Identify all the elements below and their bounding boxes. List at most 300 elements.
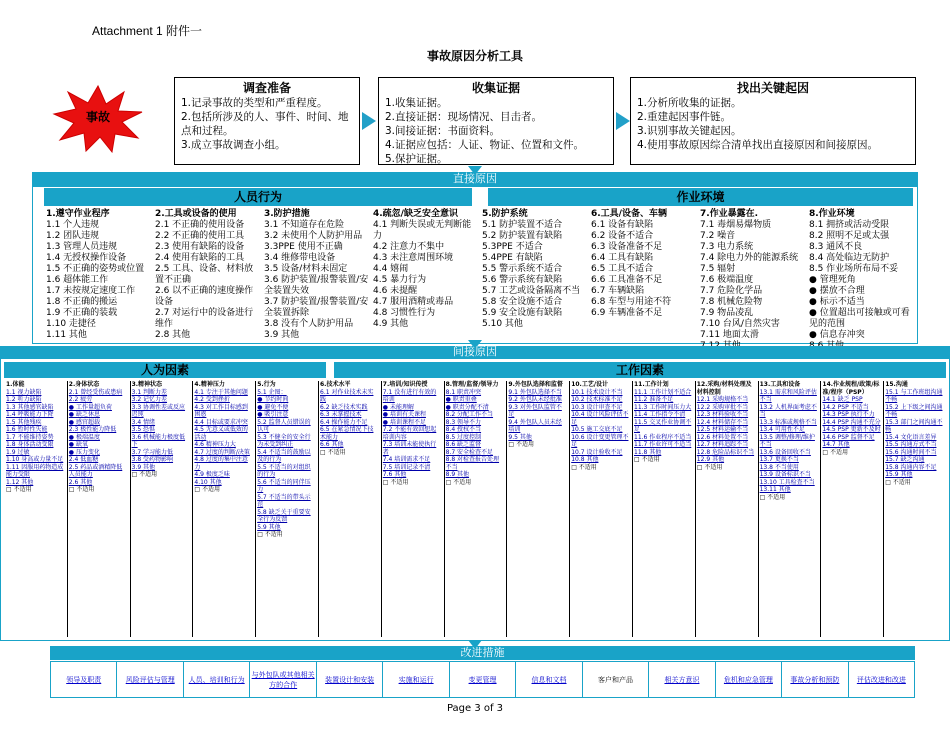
cause-item[interactable]: 5.8 缺乏关于重要安全行为反馈	[257, 508, 311, 523]
cause-item[interactable]: 2.6 其他	[68, 478, 93, 486]
cause-item: 1.1 个人违规	[46, 220, 100, 230]
cause-item[interactable]: 12.9 其他	[696, 456, 725, 463]
cause-item[interactable]: 11.3 工作时间压力大	[634, 403, 692, 411]
cause-column-header: 6.工具/设备、车辆	[591, 209, 667, 219]
cause-item: 4.6 未提醒	[373, 286, 418, 296]
cause-item[interactable]: 1.9 过敏	[6, 448, 30, 456]
step-line: 4.证据应包括：人证、物证、位置和文件。	[385, 139, 585, 151]
improvement-action[interactable]: 变更管理	[450, 662, 516, 697]
cause-item: 6.7 车辆缺陷	[591, 286, 645, 296]
cause-item[interactable]: 13.2 人机界面考虑不当	[759, 403, 817, 418]
cause-item[interactable]: 1.5 其他残疾	[6, 418, 42, 426]
cause-item[interactable]: □ 不适用	[320, 448, 346, 456]
cause-item[interactable]: 10.1 技术设计不当	[571, 388, 623, 396]
cause-item[interactable]: □ 不适用	[445, 478, 472, 486]
cause-item: 5.8 安全设施不适合	[482, 297, 563, 307]
cause-column	[373, 209, 478, 341]
cause-item[interactable]: 11.7 作业许可不适当	[634, 441, 692, 448]
cause-item[interactable]: 15.6 沟通时间不当	[885, 448, 937, 456]
cause-item[interactable]: 5.1 企图：	[257, 388, 287, 396]
cause-item: 1.4 无授权操作设备	[46, 253, 127, 263]
cause-column	[700, 209, 805, 341]
cause-column	[482, 209, 587, 341]
cause-item[interactable]: □ 不适用	[759, 493, 786, 501]
cause-item[interactable]: 12.2 采购审批不当	[696, 403, 749, 411]
cause-column-header: 7.培训/知识传授	[382, 381, 428, 388]
cause-item[interactable]: 14.7 其他	[822, 441, 850, 448]
cause-item[interactable]: 4.5 无意义或低效的活动	[194, 426, 248, 441]
step-line: 1.记录事故的类型和严重程度。	[181, 97, 328, 109]
cause-item[interactable]: □ 不适用	[68, 486, 95, 493]
cause-item[interactable]: ● 感官超载	[68, 418, 100, 426]
cause-item[interactable]: 6.1 对作业技术未实践	[320, 388, 374, 403]
cause-item[interactable]: ● 培训课程不足	[382, 418, 426, 426]
cause-item: 5.7 工艺或设备隔离不当	[482, 286, 581, 296]
cause-item[interactable]: □ 不适用	[885, 478, 911, 486]
cause-item[interactable]: 11.1 工作计划不适合	[634, 388, 692, 396]
cause-column	[257, 381, 316, 637]
cause-item[interactable]: □ 不适用	[131, 471, 158, 478]
cause-item[interactable]: 12.4 材料储存不当	[696, 418, 749, 426]
improvement-action[interactable]: 领导及职责	[51, 662, 117, 697]
cause-item[interactable]: 8.9 其他	[445, 471, 470, 478]
cause-column	[46, 209, 151, 341]
step-line: 3.间接证据：书面资料。	[385, 125, 501, 137]
cause-column-header: 13.工具和设备	[759, 381, 801, 388]
cause-item: 5.3PPE 不适合	[482, 242, 543, 252]
cause-item: 4.5 暴力行为	[373, 275, 427, 285]
improvement-action[interactable]: 事故分析和预防	[782, 662, 848, 697]
cause-item[interactable]: 9.5 其他	[508, 433, 532, 441]
cause-item: 8.5 作业场所布局不妥	[809, 264, 899, 274]
improvement-action[interactable]: 评估改进和改进	[856, 675, 906, 684]
cause-item[interactable]: 8.5 过度控制	[445, 433, 482, 441]
cause-item[interactable]: 10.5 施工交底不足	[571, 426, 623, 433]
cause-item: 8.2 照明不足或太强	[809, 231, 890, 241]
cause-item: 4.9 其他	[373, 319, 409, 329]
cause-item: 5.2 防护装置有缺陷	[482, 231, 563, 241]
cause-item[interactable]: 2.4 低血糖	[68, 456, 99, 463]
cause-column	[194, 381, 253, 637]
cause-column	[697, 381, 756, 637]
cause-item[interactable]: 14.2 PSP 不适当	[822, 403, 869, 411]
step-line: 3.识别事故关键起因。	[637, 125, 742, 137]
cause-item[interactable]: □ 不适用	[571, 463, 597, 471]
cause-item: 7.1 毒烟易爆物质	[700, 220, 772, 230]
column-divider	[506, 381, 507, 637]
cause-item[interactable]: □ 不适用	[382, 478, 409, 486]
cause-item[interactable]: ● 节约时间	[257, 396, 289, 403]
cause-column-header: 1.体能	[6, 381, 25, 388]
cause-item: 3.3PPE 使用不正确	[264, 242, 343, 252]
cause-item[interactable]: 15.7 缺乏沟通	[885, 456, 925, 463]
cause-item[interactable]: 8.3 领导不力	[445, 418, 482, 426]
cause-item: 4.1 判断失误或无判断能力	[373, 220, 472, 241]
cause-item[interactable]: 3.9 其他	[131, 463, 156, 471]
cause-item: 7.11 地面太滑	[700, 330, 759, 340]
cause-item[interactable]: 14.3 PSP 执行不力	[822, 411, 875, 418]
cause-column-header: 14.作业规程/政策/标准/程序（PSP）	[822, 381, 880, 396]
page-title: 事故原因分析工具	[426, 49, 523, 63]
cause-item[interactable]: 12.6 材料处置不当	[696, 433, 749, 441]
cause-item[interactable]: ● 职责分配不清	[445, 403, 489, 411]
cause-column	[591, 209, 696, 341]
cause-item[interactable]: ● 职责重叠	[445, 396, 477, 403]
step-line: 2.重建起因事件链。	[637, 111, 732, 123]
cause-item[interactable]: 4.3 对工作目标感到困惑	[194, 403, 248, 418]
column-divider	[632, 381, 633, 637]
direct-cause-bar: 直接原因	[32, 172, 918, 186]
cause-item: 5.9 安全设施有缺陷	[482, 308, 563, 318]
cause-item[interactable]: 2.1 曾经受伤或患病	[68, 388, 123, 396]
column-divider	[130, 381, 131, 637]
cause-item: 1.5 不正确的姿势或位置	[46, 264, 145, 274]
cause-item[interactable]: 13.3 标准或规格不当	[759, 418, 817, 426]
cause-item[interactable]: 8.1 职责冲突	[445, 388, 482, 396]
cause-item: 1.6 超体能工作	[46, 275, 109, 285]
cause-item[interactable]: 5.6 不适当的同伴压力	[257, 478, 311, 493]
cause-column	[634, 381, 693, 637]
page-number: Page 3 of 3	[446, 703, 504, 714]
cause-item[interactable]: 13.11 其他	[759, 486, 791, 493]
attachment-label: Attachment 1 附件一	[92, 24, 203, 38]
cause-item[interactable]: 4.4 目标或要求冲突	[194, 418, 248, 426]
cause-item[interactable]: 1.8 身体活动受限	[6, 441, 54, 448]
cause-item[interactable]: 3.8 受药物影响	[131, 456, 174, 463]
cause-item[interactable]: 15.3 部门之间沟通不畅	[885, 418, 943, 433]
cause-item[interactable]: □ 不适用	[822, 448, 848, 456]
cause-item[interactable]: ● 未能理解	[382, 403, 414, 411]
cause-column-header: 4.精神压力	[194, 381, 225, 388]
cause-item: 1.3 管理人员违规	[46, 242, 118, 252]
cause-item[interactable]: 6.2 缺乏技术实践	[320, 403, 368, 411]
cause-item: 6.6 工具准备不足	[591, 275, 663, 285]
step-title: 调查准备	[242, 81, 291, 95]
cause-item[interactable]: 11.5 交叉作业协调不足	[634, 418, 692, 433]
cause-item[interactable]: 10.7 设计验收不足	[571, 448, 623, 456]
cause-item[interactable]: ● 极端温度	[68, 433, 100, 441]
cause-item[interactable]: 4.10 其他	[194, 478, 222, 486]
accident-label: 事故	[85, 110, 110, 124]
cause-item[interactable]: 8.6 缺乏监督	[445, 441, 482, 448]
cause-item[interactable]: 7.1 没有进行有效的培训	[382, 388, 437, 403]
cause-item[interactable]: 7.3 培训未能使执行者	[382, 441, 437, 456]
cause-item: 5.10 其他	[482, 319, 523, 329]
step-investigation-prep	[174, 77, 360, 165]
cause-item[interactable]: 3.2 记忆力差	[131, 396, 168, 403]
cause-item[interactable]: 14.6 PSP 监督不足	[822, 433, 875, 441]
cause-item: 7.8 机械危险物	[700, 297, 763, 307]
cause-item[interactable]: 6.6 其他	[320, 441, 344, 448]
cause-item[interactable]: ● 培训有关课程	[382, 411, 426, 418]
cause-item: 3.9 其他	[264, 330, 300, 340]
cause-column-header: 15.沟通	[885, 381, 908, 388]
cause-item: 1.2 团队违规	[46, 231, 100, 241]
improvement-actions	[50, 661, 915, 698]
cause-item[interactable]: 13.10 工具检查不当	[759, 478, 815, 486]
improvement-action[interactable]: 与外包队或其他相关方的合作	[250, 662, 316, 697]
cause-item[interactable]: 5.9 其他	[257, 523, 281, 531]
cause-item[interactable]: 15.9 其他	[885, 471, 913, 478]
cause-item[interactable]: □ 不适用	[6, 486, 32, 493]
cause-item[interactable]: 15.8 沟通内容不足	[885, 463, 937, 471]
cause-item: 6.4 工具有缺陷	[591, 253, 654, 263]
cause-item[interactable]: 10.8 其他	[571, 456, 599, 463]
cause-item[interactable]: 4.9 极度乏味	[194, 471, 230, 478]
cause-item: 6.1 设备有缺陷	[591, 220, 654, 230]
cause-item[interactable]: 5.7 不适当的带头示范	[257, 493, 311, 508]
cause-item[interactable]: 14.1 缺乏 PSP	[822, 396, 863, 403]
cause-item[interactable]: 4.6 精神压力大	[194, 441, 236, 448]
improvement-action[interactable]: 装置设计和安装	[317, 662, 383, 697]
cause-column	[446, 381, 505, 637]
cause-item[interactable]: ● 吸引注意	[257, 411, 289, 418]
cause-item[interactable]: 15.1 与工作班组沟通不畅	[885, 388, 943, 403]
cause-item: 6.3 设备准备不足	[591, 242, 663, 252]
human-factors-header: 人为因素	[4, 362, 326, 378]
cause-item: 7.5 辐射	[700, 264, 736, 274]
cause-item: 8.1 拥挤或活动受限	[809, 220, 890, 230]
cause-item[interactable]: 3.4 情绪	[131, 418, 156, 426]
cause-item: 3.1 不知道存在危险	[264, 220, 345, 230]
cause-item[interactable]: 2.5 药品或酒精降低人员能力	[68, 463, 123, 478]
cause-item[interactable]: 15.5 沟通方式不当	[885, 441, 937, 448]
column-divider	[255, 381, 256, 637]
cause-item: 7.2 噪音	[700, 231, 736, 241]
cause-item[interactable]: 13.4 可用性不足	[759, 426, 805, 433]
cause-item[interactable]: 10.2 技术标准不足	[571, 396, 623, 403]
cause-item[interactable]: 13.1 需求和风险评估不当	[759, 388, 817, 403]
cause-item[interactable]: 1.11 因服用药物造成能力受限	[6, 463, 64, 478]
step-find-key-cause	[630, 77, 916, 165]
cause-column-header: 9.外包队选择和监督	[508, 381, 563, 388]
cause-item[interactable]: 12.3 材料验收不当	[696, 411, 749, 418]
cause-item: 7.6 极端温度	[700, 275, 754, 285]
cause-item[interactable]: 11.6 作业程序不适当	[634, 433, 692, 441]
cause-column-header: 3.防护措施	[264, 209, 310, 219]
cause-item[interactable]: 13.5 调整/修理/维护不当	[759, 433, 815, 448]
cause-item[interactable]: 4.8 过度的集中注意力	[194, 456, 248, 471]
cause-item[interactable]: 3.7 学习能力低	[131, 448, 174, 456]
step-title: 收集证据	[471, 81, 520, 95]
cause-column-header: 1.遵守作业程序	[46, 209, 110, 219]
cause-item: 5.1 防护装置不适合	[482, 220, 563, 230]
cause-item[interactable]: 14.5 PSP 更新不及时	[822, 426, 881, 433]
cause-item[interactable]: 3.5 恐惧	[131, 426, 156, 433]
cause-item[interactable]: 5.5 不适当的对组织的行为	[257, 463, 311, 478]
cause-item[interactable]: ● 缺氧	[68, 441, 88, 448]
cause-column	[69, 381, 128, 637]
cause-item: ● 摆放不合理	[809, 286, 865, 296]
cause-item[interactable]: 2.2 疲劳	[68, 396, 93, 403]
cause-item[interactable]: □ 不适用	[634, 456, 660, 463]
cause-item[interactable]: □ 不适用	[696, 463, 723, 471]
cause-item: 7.3 电力系统	[700, 242, 754, 252]
cause-item: 5.6 警示系统有缺陷	[482, 275, 563, 285]
cause-column	[571, 381, 630, 637]
cause-item[interactable]: 14.4 PSP 沟通不充分	[822, 418, 881, 426]
person-behaviour-header: 人员行为	[44, 188, 472, 206]
cause-item[interactable]: □ 不适用	[257, 531, 283, 538]
cause-item[interactable]: 8.4 授权不当	[445, 426, 482, 433]
cause-item[interactable]: 1.4 呼吸能力下降	[6, 411, 54, 418]
cause-item[interactable]: 12.8 危险品标识不当	[696, 448, 755, 456]
cause-item: 3.6 防护装置/报警装置/安全装置失效	[264, 275, 369, 296]
cause-item[interactable]: 3.3 协调性差或反应迟钝	[131, 403, 186, 418]
cause-item: 2.7 对运行中的设备进行维作	[155, 308, 254, 329]
improvement-action[interactable]: 信息和文档	[516, 662, 582, 697]
cause-column	[6, 381, 65, 637]
column-divider	[883, 381, 884, 637]
cause-item[interactable]: □ 不适用	[194, 486, 220, 493]
cause-column-header: 8.作业环境	[809, 209, 855, 219]
cause-item[interactable]: 10.4 设计风险评估不足	[571, 411, 629, 426]
cause-item[interactable]: 8.8 对检查报告处理不当	[445, 456, 500, 471]
cause-item: ● 管理死角	[809, 275, 856, 285]
cause-item: 1.10 走捷径	[46, 319, 96, 329]
cause-column-header: 6.技术水平	[320, 381, 351, 388]
cause-item[interactable]: 11.4 工作指令不清	[634, 411, 686, 418]
cause-column-header: 7.作业暴露在.	[700, 209, 759, 219]
cause-item[interactable]: 12.1 采购规格不当	[696, 396, 749, 403]
cause-item[interactable]: 6.4 操作能力不足	[320, 418, 368, 426]
cause-item[interactable]: 1.10 身高或力量不足	[6, 456, 64, 463]
cause-item: 3.5 设备/材料未固定	[264, 264, 348, 274]
cause-item[interactable]: ● 工作量超负荷	[68, 403, 112, 411]
column-divider	[569, 381, 570, 637]
cause-item[interactable]: 1.1 视力缺陷	[6, 388, 42, 396]
column-divider	[758, 381, 759, 637]
cause-item[interactable]: 7.4 培训需求不足	[382, 456, 431, 463]
cause-item[interactable]: 7.6 其他	[382, 471, 407, 478]
cause-item[interactable]: 15.4 文化语言差异	[885, 433, 937, 441]
cause-item[interactable]: 15.2 上下级之间沟通不畅	[885, 403, 943, 418]
cause-item[interactable]: 1.7 不能维持姿势	[6, 433, 54, 441]
cause-column-header: 10.工艺/设计	[571, 381, 609, 388]
cause-item[interactable]: 13.9 设备标识不当	[759, 471, 811, 478]
cause-item[interactable]: 13.8 不当使用	[759, 463, 799, 471]
cause-item: 2.1 不正确的使用设备	[155, 220, 245, 230]
indirect-cause-bar: 间接原因	[0, 346, 950, 358]
cause-item: 4.3 未注意周围环境	[373, 253, 454, 263]
cause-item[interactable]: 10.3 设计审查不足	[571, 403, 623, 411]
cause-column	[132, 381, 191, 637]
column-divider	[820, 381, 821, 637]
cause-item: 7.4 除电力外的能源系统	[700, 253, 799, 263]
cause-item[interactable]: ● 避免不便	[257, 403, 289, 411]
cause-item[interactable]: ● 压力变化	[68, 448, 100, 456]
improvement-action[interactable]: 危机和应急管理	[716, 662, 782, 697]
cause-item[interactable]: 8.2 分配工作不当	[445, 411, 494, 418]
cause-item[interactable]: 9.3 对外包队监管不足	[508, 403, 562, 418]
column-divider	[192, 381, 193, 637]
work-environment-header: 作业环境	[488, 188, 913, 206]
cause-item[interactable]: 2.3 极性能力降低	[68, 426, 117, 433]
improvement-action[interactable]: 实施和运行	[383, 662, 449, 697]
cause-item[interactable]: 3.1 判断力差	[131, 388, 168, 396]
cause-column-header: 12.采购/材料处理及材料控制	[696, 381, 752, 396]
cause-item[interactable]: 9.1 外包队选择不当	[508, 388, 562, 396]
column-divider	[67, 381, 68, 637]
cause-item[interactable]: ● 缺乏休息	[68, 411, 100, 418]
cause-item[interactable]: 5.3 不健全的安全行为未受到纠正	[257, 433, 311, 448]
cause-item: 1.8 不正确的搬运	[46, 297, 118, 307]
improvement-action[interactable]: 风险评估与管理	[117, 662, 183, 697]
improvement-action[interactable]: 相关方意识	[649, 662, 715, 697]
cause-column	[155, 209, 260, 341]
cause-column	[383, 381, 442, 637]
cause-item: 6.5 工具不适合	[591, 264, 654, 274]
cause-item[interactable]: 5.4 不适当的鼓励以及的行为	[257, 448, 311, 463]
cause-item[interactable]: 1.12 其他	[6, 478, 34, 486]
cause-item[interactable]: □ 不适用	[508, 441, 534, 448]
cause-item[interactable]: 6.5 在紧急情况下技术能力	[320, 426, 374, 441]
cause-column-header: 2.身体状态	[68, 381, 100, 388]
step-title: 找出关键起因	[736, 81, 809, 95]
cause-item: 7.10 台风/自然灾害	[700, 319, 780, 329]
cause-item[interactable]: 9.4 外包队人员未经培训	[508, 418, 562, 433]
column-divider	[444, 381, 445, 637]
cause-item: 3.8 没有个人防护用品	[264, 319, 354, 329]
cause-item[interactable]: 11.2 准备不足	[634, 396, 674, 403]
cause-item[interactable]: 3.6 机械能力极度低下	[131, 433, 186, 448]
step-line: 4.使用事故原因综合清单找出直接原因和间接原因。	[637, 139, 879, 151]
cause-column	[320, 381, 379, 637]
column-divider	[381, 381, 382, 637]
cause-item: 2.8 其他	[155, 330, 191, 340]
step-line: 5.保护证据。	[385, 153, 448, 165]
cause-item[interactable]: 1.2 听力缺陷	[6, 396, 42, 403]
cause-column	[885, 381, 944, 637]
cause-item[interactable]: 12.5 材料运输不当	[696, 426, 749, 433]
cause-item: 1.11 其他	[46, 330, 87, 340]
cause-item[interactable]: 5.2 监督人员错误的认可	[257, 418, 311, 433]
cause-item: 2.4 使用有缺陷的工具	[155, 253, 245, 263]
cause-item: ● 位置超出可接触或可看见的范围	[809, 308, 910, 329]
improvement-action: 客户和产品	[583, 662, 649, 697]
cause-column	[822, 381, 881, 637]
cause-item: 4.4 嬉闹	[373, 264, 409, 274]
cause-item[interactable]: 7.5 培训记录不清	[382, 463, 431, 471]
cause-item[interactable]: 6.3 未掌握技术	[320, 411, 362, 418]
cause-item[interactable]: 1.3 其他感官缺陷	[6, 403, 54, 411]
arrow-right-icon	[616, 112, 630, 130]
cause-item: 2.2 不正确的使用工具	[155, 231, 245, 241]
cause-item[interactable]: 7.2 不能有效回想起培训内容	[382, 426, 437, 441]
cause-item[interactable]: 12.7 材料追踪不当	[696, 441, 749, 448]
cause-item[interactable]: 4.7 过度的判断/决策	[194, 448, 250, 456]
cause-item[interactable]: 13.6 设备回收不当	[759, 448, 811, 456]
cause-item: 4.8 习惯性行为	[373, 308, 436, 318]
cause-item[interactable]: 10.6 设计变更管理不足	[571, 433, 629, 448]
cause-item: 5.5 警示系统不适合	[482, 264, 563, 274]
cause-item[interactable]: 13.7 更换不当	[759, 456, 799, 463]
cause-column-header: 5.行为	[257, 381, 276, 388]
step-line: 2.包括所涉及的人、事件、时间、地点和过程。	[181, 111, 349, 137]
cause-item: 4.2 注意力不集中	[373, 242, 445, 252]
improvement-action[interactable]: 人员、培训和行为	[184, 662, 250, 697]
cause-item[interactable]: 1.6 暂时性失能	[6, 426, 48, 433]
cause-item[interactable]: 11.8 其他	[634, 448, 662, 456]
cause-item[interactable]: 4.1 专注于其他问题	[194, 388, 248, 396]
step-line: 3.成立事故调查小组。	[181, 139, 286, 151]
step-line: 2.直接证据：现场情况、目击者。	[385, 111, 543, 123]
cause-item[interactable]: 9.2 外包队未经批准	[508, 396, 562, 403]
step-collect-evidence	[378, 77, 614, 165]
cause-item[interactable]: 4.2 受到挫折	[194, 396, 230, 403]
column-divider	[318, 381, 319, 637]
cause-item[interactable]: 8.7 安全检查不足	[445, 448, 494, 456]
